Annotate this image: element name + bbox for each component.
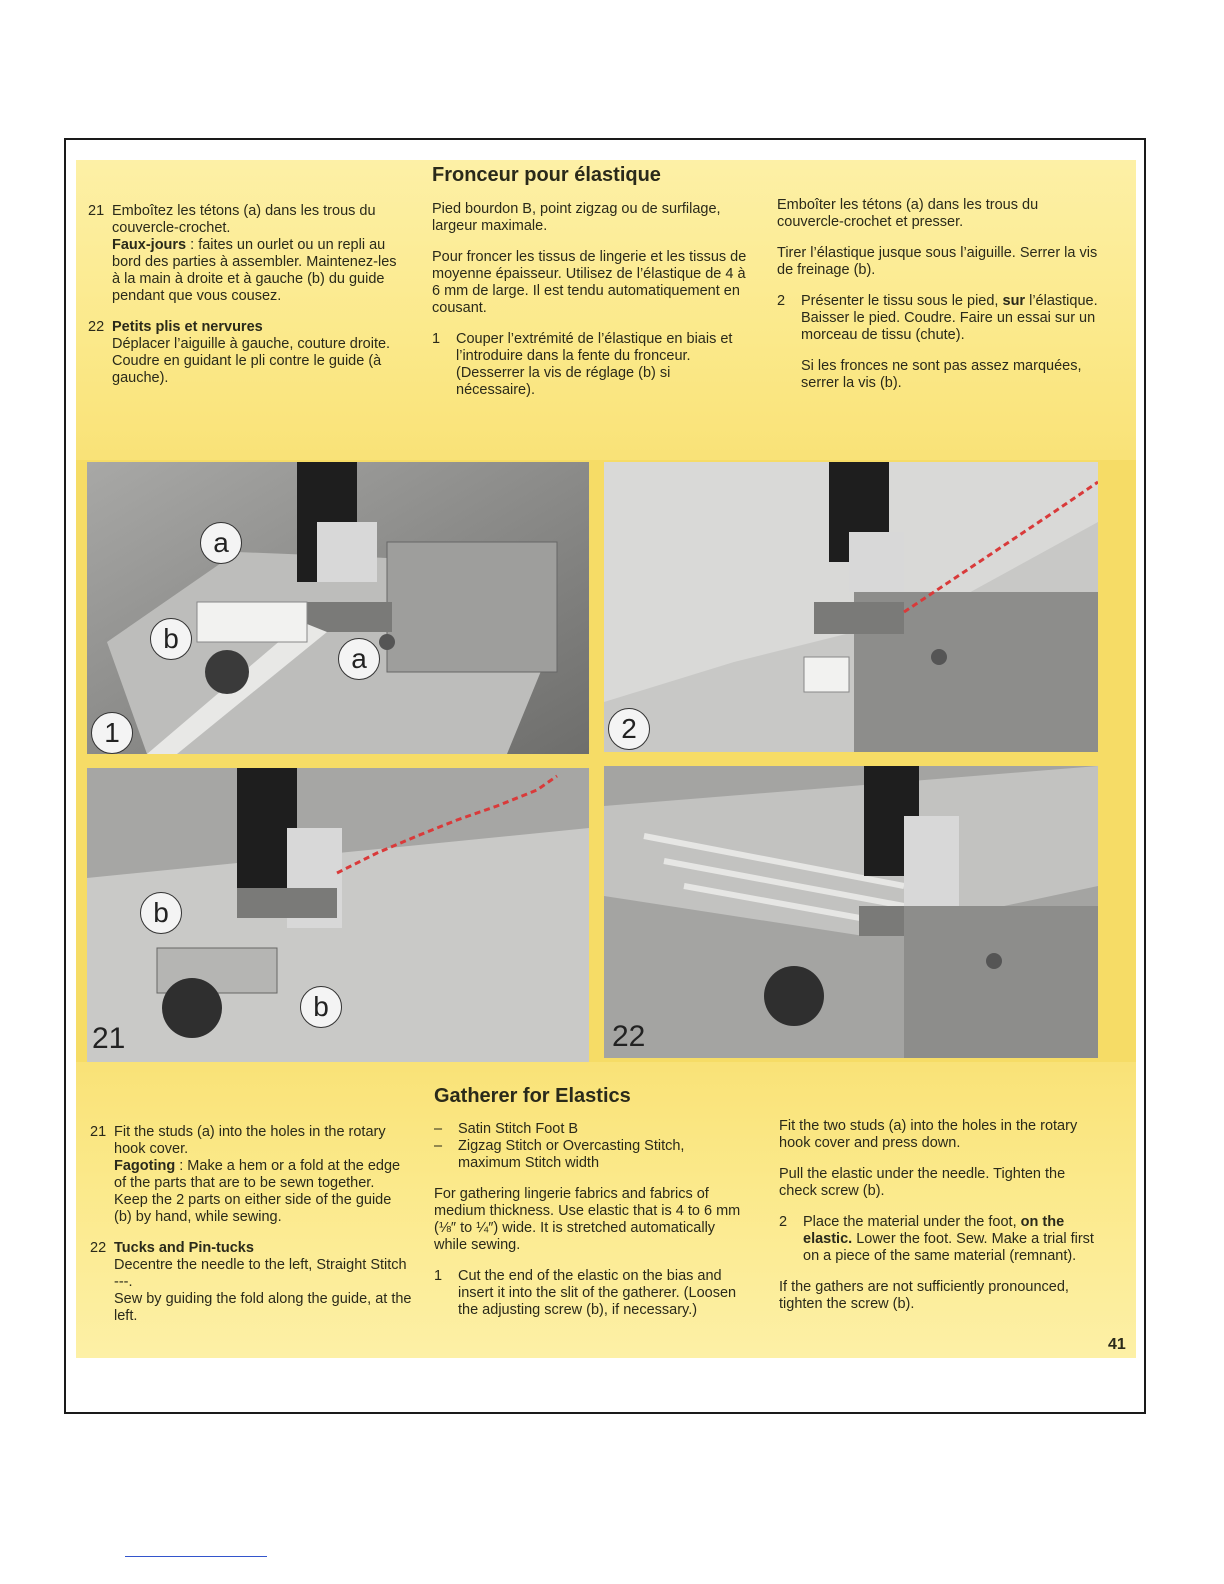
- item-number: 22: [90, 1240, 107, 1256]
- item-heading: Faux-jours: [112, 237, 187, 253]
- item-text: Emboîtez les tétons (a) dans les trous du couvercle-crochet.: [112, 203, 376, 236]
- item-number: 1: [434, 1268, 443, 1284]
- english-item-22: [90, 1240, 412, 1325]
- label-a: a: [338, 638, 380, 680]
- item-text: Sew by guiding the fold along the guide, at the left.: [114, 1291, 412, 1324]
- item-number: 1: [432, 331, 441, 347]
- photo-number: 21: [92, 1022, 126, 1055]
- photo-number: 22: [612, 1020, 646, 1053]
- label-b: b: [150, 618, 192, 660]
- paragraph: Emboîter les tétons (a) dans les trous du couvercle-crochet et presser.: [777, 197, 1039, 230]
- item-text: Decentre the needle to the left, Straight Stitch ---.: [114, 1257, 407, 1290]
- french-item-21: [88, 203, 408, 305]
- paragraph: Pied bourdon B, point zigzag ou de surfilage, largeur maximale.: [432, 201, 721, 234]
- paragraph: Si les fronces ne sont pas assez marquées, serrer la vis (b).: [801, 358, 1082, 391]
- paragraph: Pull the elastic under the needle. Tighten the check screw (b).: [779, 1166, 1066, 1199]
- french-item-22: [88, 319, 408, 387]
- photo-2-elastic-under-foot: [604, 462, 1098, 752]
- label-b: b: [300, 986, 342, 1028]
- photo-1-gatherer-attachment: [87, 462, 589, 754]
- english-middle-column: [434, 1121, 750, 1333]
- paragraph: If the gathers are not sufficiently pronounced, tighten the screw (b).: [779, 1279, 1069, 1312]
- english-step-1: [434, 1268, 750, 1319]
- item-heading: Petits plis et nervures: [112, 319, 263, 335]
- label-b: b: [140, 892, 182, 934]
- french-step-1: [432, 331, 750, 399]
- paragraph: Pour froncer les tissus de lingerie et les tissus de moyenne épaisseur. Utilisez de l’élastique de 4 à 6 mm de large. Il est tendu automatiquement en cousant.: [432, 249, 747, 316]
- item-text: Lower the foot. Sew. Make a trial first on a piece of the same material (remnant).: [803, 1231, 1094, 1264]
- paragraph: For gathering lingerie fabrics and fabrics of medium thickness. Use elastic that is 4 to 6 mm (⅛″ to ¼″) wide. It is stretched automatically while sewing.: [434, 1186, 741, 1253]
- english-left-column: [90, 1124, 412, 1339]
- page-number: 41: [1108, 1336, 1126, 1353]
- item-number: 22: [88, 319, 105, 335]
- item-text: : Make a hem or a fold at the edge of the parts that are to be sewn together. Keep the 2 parts on either side of the guide (b) by hand, while sewing.: [114, 1158, 401, 1225]
- item-heading: Tucks and Pin-tucks: [114, 1240, 254, 1256]
- item-number: 21: [88, 203, 105, 219]
- paragraph: Fit the two studs (a) into the holes in the rotary hook cover and press down.: [779, 1118, 1078, 1151]
- bullet-dash: –: [434, 1121, 443, 1137]
- item-emphasis: on the elastic.: [803, 1214, 1065, 1247]
- french-middle-column: [432, 201, 750, 413]
- english-bullet: [434, 1121, 750, 1138]
- french-left-column: [88, 203, 408, 401]
- item-number: 21: [90, 1124, 107, 1140]
- english-right-column: [779, 1118, 1101, 1327]
- photo-illustration: [604, 462, 1098, 752]
- photo-number: 2: [608, 708, 650, 750]
- item-text: Couper l’extrémité de l’élastique en biais et l’introduire dans la fente du fronceur. (Desserrer la vis de réglage (b) si nécessaire).: [456, 331, 733, 398]
- french-step-2: [777, 293, 1099, 344]
- item-text: Zigzag Stitch or Overcasting Stitch, maximum Stitch width: [458, 1138, 685, 1171]
- item-text: l’élastique. Baisser le pied. Coudre. Faire un essai sur un morceau de tissu (chute).: [801, 293, 1098, 343]
- label-a: a: [200, 522, 242, 564]
- item-text: Cut the end of the elastic on the bias and insert it into the slit of the gatherer. (Loosen the adjusting screw (b), if necessary.): [458, 1268, 737, 1318]
- english-step-2: [779, 1214, 1101, 1265]
- item-text: Fit the studs (a) into the holes in the rotary hook cover.: [114, 1124, 386, 1157]
- item-text: Place the material under the foot,: [803, 1214, 1021, 1230]
- french-right-column: [777, 197, 1099, 406]
- english-title: Gatherer for Elastics: [434, 1085, 631, 1107]
- english-bullet: [434, 1138, 750, 1172]
- item-text: Coudre en guidant le pli contre le guide (à gauche).: [112, 353, 382, 386]
- photo-illustration: [604, 766, 1098, 1058]
- item-text: Déplacer l’aiguille à gauche, couture droite.: [112, 336, 391, 352]
- photo-22-tucks: [604, 766, 1098, 1058]
- item-number: 2: [777, 293, 786, 309]
- item-emphasis: sur: [1002, 293, 1026, 309]
- item-heading: Fagoting: [114, 1158, 176, 1174]
- item-text: : faites un ourlet ou un repli au bord des parties à assembler. Maintenez-les à la main à droite et à gauche (b) du guide pendant que vous cousez.: [112, 237, 397, 304]
- footer-rule: [125, 1556, 267, 1557]
- item-text: Satin Stitch Foot B: [458, 1121, 579, 1137]
- photo-illustration: [87, 462, 589, 754]
- english-item-21: [90, 1124, 412, 1226]
- paragraph: Tirer l’élastique jusque sous l’aiguille. Serrer la vis de freinage (b).: [777, 245, 1098, 278]
- french-title: Fronceur pour élastique: [432, 164, 661, 186]
- bullet-dash: –: [434, 1138, 443, 1154]
- photo-number: 1: [91, 712, 133, 754]
- item-number: 2: [779, 1214, 788, 1230]
- item-text: Présenter le tissu sous le pied,: [801, 293, 1003, 309]
